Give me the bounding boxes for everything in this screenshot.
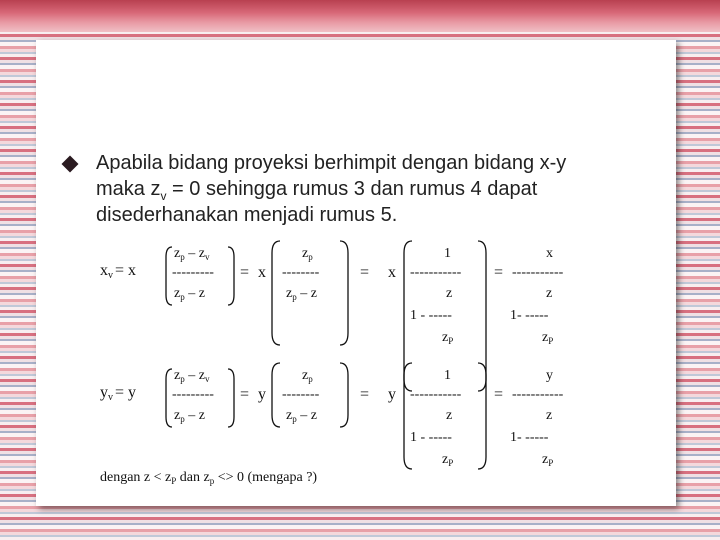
row2-m3-mid: z xyxy=(446,408,453,423)
row1-result-dash: ----------- xyxy=(512,265,564,280)
row1-m1-bottom: $z_p$ – z xyxy=(174,286,205,302)
row1-m1-right-bracket xyxy=(228,247,234,305)
row1-eq3: = xyxy=(494,264,504,281)
row2-mult2: y xyxy=(388,386,396,403)
row2-m2-bottom: $z_p$ – z xyxy=(286,408,317,424)
row1-m3-dash: ----------- xyxy=(410,265,462,280)
row2-eq2: = xyxy=(360,386,370,403)
row2-m3-top: 1 xyxy=(444,368,451,383)
bullet-line-1: Apabila bidang proyeksi berhimpit dengan bidang x-y xyxy=(96,152,567,174)
row1-mult2: x xyxy=(388,264,396,281)
row1-m3-den: $z_P$ xyxy=(442,330,454,346)
row2-m1-top: $z_p - z_v$ xyxy=(174,368,210,384)
row1-m2-bottom: $z_p$ – z xyxy=(286,286,317,302)
row1-m3-mid: z xyxy=(446,286,453,301)
row1-result-mid: z xyxy=(546,286,553,301)
row2-result-mid: z xyxy=(546,408,553,423)
row1-result-den-pre: 1- ----- xyxy=(510,308,549,323)
row2-eq1: = xyxy=(240,386,250,403)
row2-m3-den: $z_P$ xyxy=(442,452,454,468)
bullet-line-2: maka $z_v = 0$ sehingga rumus 3 dan rumus 4 dapat xyxy=(96,178,538,203)
row2-m2-left-bracket xyxy=(272,363,280,427)
formula-row-1 xyxy=(100,241,564,391)
formula-image xyxy=(96,237,588,487)
row1-m2-dash: -------- xyxy=(282,265,320,280)
row1-result-den: $z_P$ xyxy=(542,330,554,346)
row1-m2-right-bracket xyxy=(340,241,348,345)
row1-result-top: x xyxy=(546,246,553,261)
row1-mult1: x xyxy=(258,264,266,281)
row1-eq2: = xyxy=(360,264,370,281)
row1-m1-top: $z_p - z_v$ xyxy=(174,246,210,262)
row2-eq3: = xyxy=(494,386,504,403)
row2-m2-dash: -------- xyxy=(282,387,320,402)
row2-result-dash: ----------- xyxy=(512,387,564,402)
row2-m2-top: $z_p$ xyxy=(302,368,313,384)
formula-condition: dengan $z < z_P$ dan $z_p <> 0$ (mengapa ?) xyxy=(100,470,318,486)
row1-m1-dash: --------- xyxy=(172,265,214,280)
row1-m2-left-bracket xyxy=(272,241,280,345)
row2-result-top: y xyxy=(546,368,553,383)
diamond-bullet-icon xyxy=(62,156,79,173)
row1-eq1: = xyxy=(240,264,250,281)
row2-lhs: yv = y xyxy=(100,384,137,403)
row2-mult1: y xyxy=(258,386,266,403)
row2-m1-bottom: $z_p$ – z xyxy=(174,408,205,424)
row2-result-den: $z_P$ xyxy=(542,452,554,468)
formula-svg xyxy=(96,237,588,487)
row2-m3-right-bracket xyxy=(478,363,486,469)
row1-m3-den-pre: 1 - ----- xyxy=(410,308,452,323)
row2-m3-den-pre: 1 - ----- xyxy=(410,430,452,445)
row1-m2-top: $z_p$ xyxy=(302,246,313,262)
row1-m3-top: 1 xyxy=(444,246,451,261)
formula-row-2 xyxy=(100,363,564,469)
bullet-line-3: disederhanakan menjadi rumus 5. xyxy=(96,204,398,226)
row2-m2-right-bracket xyxy=(340,363,348,427)
row1-lhs: xv = x xyxy=(100,262,137,281)
row2-m3-left-bracket xyxy=(404,363,412,469)
bullet-text xyxy=(96,150,656,228)
row2-m1-dash: --------- xyxy=(172,387,214,402)
row2-result-den-pre: 1- ----- xyxy=(510,430,549,445)
slide-panel xyxy=(36,40,676,506)
row2-m3-dash: ----------- xyxy=(410,387,462,402)
row2-m1-right-bracket xyxy=(228,369,234,427)
decorative-top-band xyxy=(0,0,720,32)
